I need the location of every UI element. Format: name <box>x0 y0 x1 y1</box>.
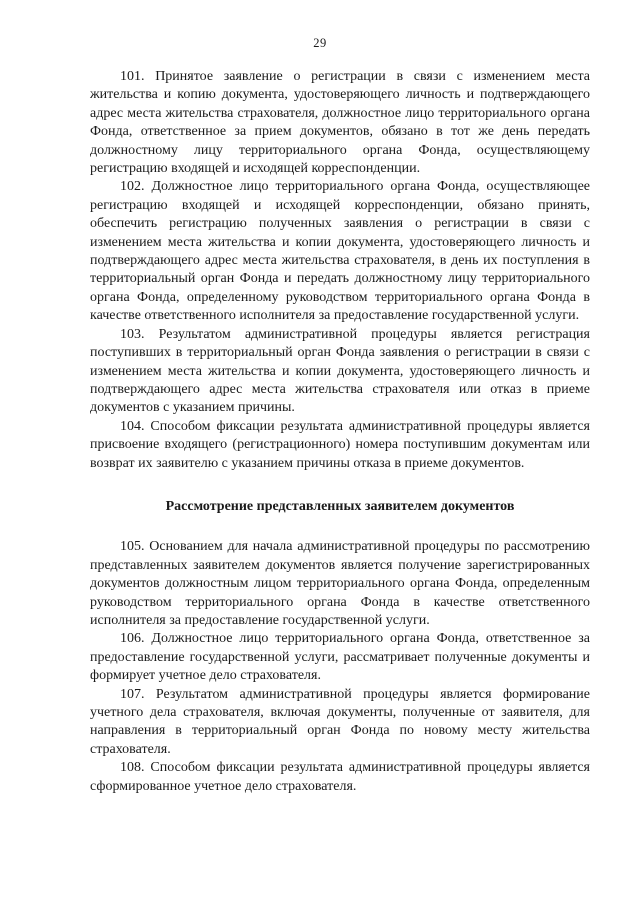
paragraph-101: 101. Принятое заявление о регистрации в связи с изменением места жительства и копию документа, удостоверяющего личность и подтверждающего адрес места жительства страхователя, должностное лицо территориального органа Фонда, ответственное за прием документов, обязано в тот же день передать должностному лицу территориального органа Фонда, осуществляющему регистрацию входящей и исходящей корреспонденции. <box>90 69 590 177</box>
document-body <box>90 68 590 796</box>
paragraph-105: 105. Основанием для начала административной процедуры по рассмотрению представленных заявителем документов является получение зарегистрированных документов должностным лицом территориального органа Фонда, определенным руководством территориального органа Фонда в качестве ответственного исполнителя за предоставление государственной услуги. <box>90 539 590 628</box>
paragraph-106: 106. Должностное лицо территориального органа Фонда, ответственное за предоставление государственной услуги, рассматривает полученные документы и формирует учетное дело страхователя. <box>90 631 590 684</box>
paragraph-102: 102. Должностное лицо территориального органа Фонда, осуществляющее регистрацию входящей и исходящей корреспонденции, обязано принять, обеспечить регистрацию полученных заявления о регистрации в связи с изменением места жительства и копии документа, удостоверяющего личность и подтверждающего адрес места жительства страхователя, в день их поступления в территориальный орган Фонда и передать должностному лицу территориального органа Фонда, определенному руководством территориального органа Фонда в качестве ответственного исполнителя за предоставление государственной услуги. <box>90 179 590 324</box>
paragraph-103: 103. Результатом административной процедуры является регистрация поступивших в территориальный орган Фонда заявления о регистрации в связи с изменением места жительства и копии документа, удостоверяющего личность и подтверждающего адрес места жительства страхователя или отказ в приеме документов с указанием причины. <box>90 326 590 416</box>
paragraph-107: 107. Результатом административной процедуры является формирование учетного дела страхователя, включая документы, полученные от заявителя, для направления в территориальный орган Фонда по новому месту жительства страхователя. <box>90 686 590 757</box>
page-number: 29 <box>313 36 327 50</box>
paragraph-108: 108. Способом фиксации результата административной процедуры является сформированное учетное дело страхователя. <box>90 760 590 794</box>
paragraph-104: 104. Способом фиксации результата административной процедуры является присвоение входящего (регистрационного) номера поступившим документам или возврат их заявителю с указанием причины отказа в приеме документов. <box>90 418 590 471</box>
section-heading: Рассмотрение представленных заявителем документов <box>165 498 515 514</box>
